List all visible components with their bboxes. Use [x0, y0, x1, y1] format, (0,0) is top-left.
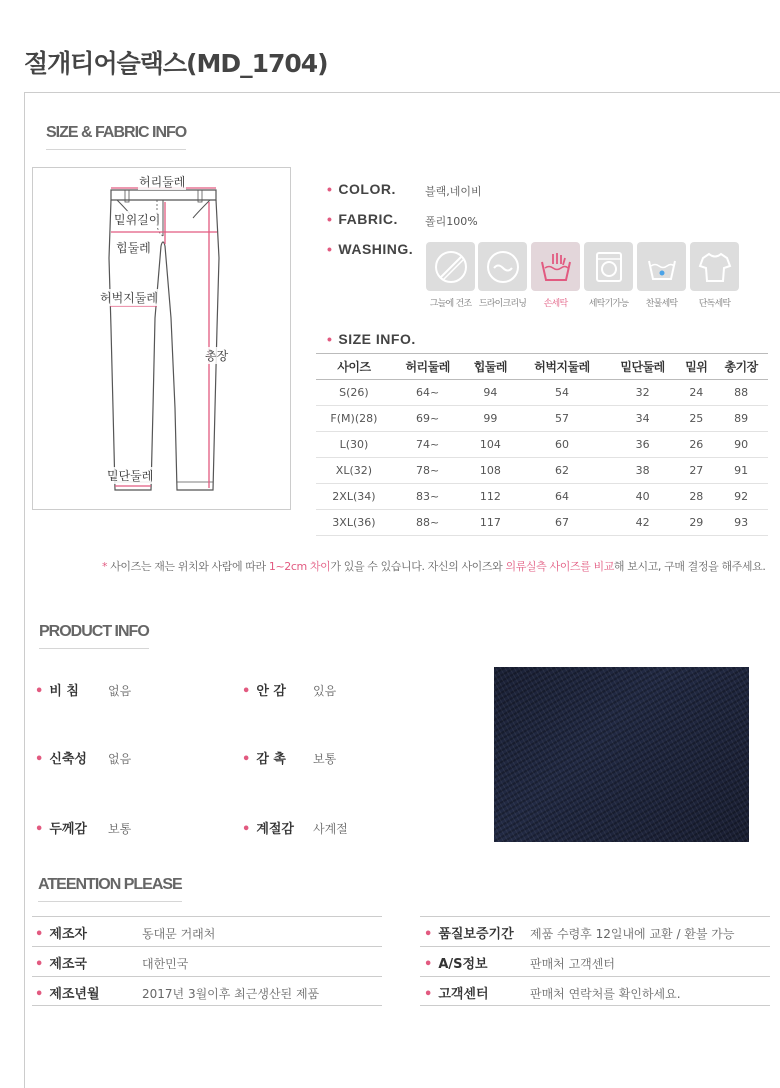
- table-cell: 89: [714, 406, 768, 432]
- divider: [32, 946, 382, 947]
- table-header: 허벅지둘레: [517, 354, 607, 380]
- wash-item-separate: 단독세탁: [690, 242, 739, 309]
- table-row: [316, 432, 768, 458]
- fabric-swatch-image: [494, 667, 749, 842]
- attention-value: 제품 수령후 12일내에 교환 / 환불 가능: [530, 927, 735, 941]
- attention-value: 2017년 3월이후 최근생산된 제품: [142, 987, 320, 1001]
- table-cell: 117: [463, 510, 517, 536]
- hip-label: 힙둘레: [116, 241, 151, 255]
- divider: [32, 1005, 382, 1006]
- waist-label: 허리둘레: [139, 175, 186, 189]
- table-header: 밑위: [678, 354, 714, 380]
- divider: [420, 946, 770, 947]
- table-cell: 2XL(34): [316, 484, 392, 510]
- attention-value: 대한민국: [142, 957, 189, 971]
- hem-label: 밑단둘레: [107, 469, 154, 483]
- table-cell: 36: [607, 432, 679, 458]
- product-info-label: • 두께감: [35, 822, 87, 837]
- table-cell: F(M)(28): [316, 406, 392, 432]
- table-cell: 57: [517, 406, 607, 432]
- dry-clean-icon: [478, 242, 527, 291]
- wash-item-machine: 세탁기가능: [584, 242, 633, 309]
- table-cell: 69~: [392, 406, 464, 432]
- wash-item-cold-water: 찬물세탁: [637, 242, 686, 309]
- attention-value: 동대문 거래처: [142, 927, 216, 941]
- table-header: 사이즈: [316, 354, 392, 380]
- product-info-label: • 계절감: [242, 822, 294, 837]
- size-notice: * 사이즈는 재는 위치와 사람에 따라 1~2cm 차이가 있을 수 있습니다. 자신의 사이즈와 의류실측 사이즈를 비교해 보시고, 구매 결정을 해주세요.: [102, 560, 766, 573]
- table-row: [316, 510, 768, 536]
- product-info-value: 없음: [108, 684, 132, 698]
- table-cell: 38: [607, 458, 679, 484]
- size-info-label: • SIZE INFO.: [327, 331, 416, 347]
- attention-label: • 고객센터: [424, 987, 489, 1002]
- table-cell: 54: [517, 380, 607, 406]
- table-cell: 92: [714, 484, 768, 510]
- table-cell: 94: [463, 380, 517, 406]
- table-cell: 25: [678, 406, 714, 432]
- table-row: [316, 380, 768, 406]
- table-row: [316, 406, 768, 432]
- rise-label: 밑위길이: [114, 213, 161, 227]
- attention-label: • 제조년월: [35, 987, 100, 1002]
- divider: [32, 976, 382, 977]
- table-header-row: [316, 354, 768, 380]
- table-cell: 32: [607, 380, 679, 406]
- table-cell: 93: [714, 510, 768, 536]
- wash-item-shade-dry: 그늘에 건조: [426, 242, 475, 309]
- product-info-value: 있음: [313, 684, 337, 698]
- cold-water-icon: [637, 242, 686, 291]
- table-cell: 88: [714, 380, 768, 406]
- product-info-value: 보통: [108, 822, 132, 836]
- hand-wash-icon: [531, 242, 580, 291]
- attention-value: 판매처 연락처를 확인하세요.: [530, 987, 681, 1001]
- table-cell: 64: [517, 484, 607, 510]
- table-cell: 3XL(36): [316, 510, 392, 536]
- table-cell: 88~: [392, 510, 464, 536]
- length-label: 총장: [205, 349, 229, 363]
- table-header: 힙둘레: [463, 354, 517, 380]
- table-cell: XL(32): [316, 458, 392, 484]
- product-info-heading: PRODUCT INFO: [39, 623, 149, 640]
- wash-item-hand-wash: 손세탁: [531, 242, 580, 309]
- table-row: [316, 458, 768, 484]
- table-header: 밑단둘레: [607, 354, 679, 380]
- pants-outline: [33, 168, 290, 509]
- color-label: • COLOR.: [327, 181, 396, 197]
- divider: [420, 916, 770, 917]
- divider: [420, 1005, 770, 1006]
- table-cell: 108: [463, 458, 517, 484]
- fabric-label: • FABRIC.: [327, 211, 398, 227]
- table-row: [316, 484, 768, 510]
- page-title: 절개티어슬랙스(MD_1704): [24, 49, 328, 78]
- size-table: [316, 353, 768, 536]
- washing-label: • WASHING.: [327, 241, 414, 257]
- product-info-value: 없음: [108, 752, 132, 766]
- table-cell: 74~: [392, 432, 464, 458]
- product-info-value: 보통: [313, 752, 337, 766]
- separate-wash-icon: [690, 242, 739, 291]
- table-cell: 26: [678, 432, 714, 458]
- table-header: 허리둘레: [392, 354, 464, 380]
- table-header: 총기장: [714, 354, 768, 380]
- table-cell: 91: [714, 458, 768, 484]
- table-cell: 78~: [392, 458, 464, 484]
- table-cell: 67: [517, 510, 607, 536]
- product-info-label: • 안 감: [242, 684, 286, 699]
- product-info-label: • 감 촉: [242, 752, 286, 767]
- thigh-label: 허벅지둘레: [100, 291, 158, 305]
- wash-item-dry-clean: 드라이크리닝: [478, 242, 527, 309]
- product-info-label: • 비 침: [35, 684, 79, 699]
- attention-heading: ATEENTION PLEASE: [38, 876, 182, 893]
- divider: [24, 92, 780, 93]
- attention-label: • 품질보증기간: [424, 927, 514, 942]
- table-cell: 40: [607, 484, 679, 510]
- fabric-value: 폴리100%: [425, 215, 478, 228]
- product-info-value: 사계절: [313, 822, 348, 836]
- table-cell: 62: [517, 458, 607, 484]
- attention-label: • 제조자: [35, 927, 87, 942]
- table-cell: 28: [678, 484, 714, 510]
- divider: [32, 916, 382, 917]
- table-cell: 83~: [392, 484, 464, 510]
- table-cell: 60: [517, 432, 607, 458]
- attention-label: • A/S정보: [424, 957, 488, 972]
- table-cell: L(30): [316, 432, 392, 458]
- table-cell: 112: [463, 484, 517, 510]
- table-cell: 24: [678, 380, 714, 406]
- table-cell: 104: [463, 432, 517, 458]
- table-cell: 27: [678, 458, 714, 484]
- washing-machine-icon: [584, 242, 633, 291]
- table-cell: S(26): [316, 380, 392, 406]
- attention-value: 판매처 고객센터: [530, 957, 615, 971]
- table-cell: 90: [714, 432, 768, 458]
- color-value: 블랙,네이비: [425, 185, 482, 198]
- size-fabric-heading: SIZE & FABRIC INFO: [46, 124, 187, 141]
- divider: [24, 92, 25, 1088]
- table-cell: 29: [678, 510, 714, 536]
- divider: [420, 976, 770, 977]
- shade-dry-icon: [426, 242, 475, 291]
- table-cell: 34: [607, 406, 679, 432]
- attention-label: • 제조국: [35, 957, 87, 972]
- table-cell: 42: [607, 510, 679, 536]
- product-info-label: • 신축성: [35, 752, 87, 767]
- table-cell: 99: [463, 406, 517, 432]
- pants-diagram: [32, 167, 291, 510]
- table-cell: 64~: [392, 380, 464, 406]
